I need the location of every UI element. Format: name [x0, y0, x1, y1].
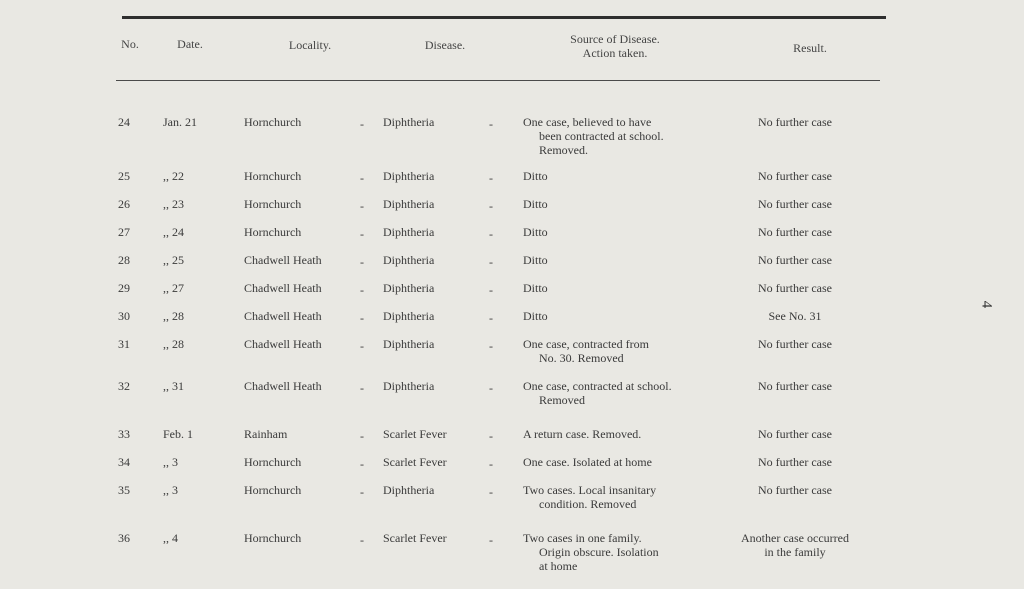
row-result-line: No further case: [758, 427, 832, 441]
row-source-line: Ditto: [523, 309, 548, 323]
row-source: [523, 115, 664, 157]
row-result: [715, 115, 875, 129]
dash-separator: -: [360, 429, 364, 443]
top-rule: [122, 16, 886, 19]
row-locality: Hornchurch: [244, 225, 302, 239]
row-source-line: Origin obscure. Isolation: [539, 545, 659, 559]
row-source-line: Ditto: [523, 197, 548, 211]
row-locality: Hornchurch: [244, 483, 302, 497]
row-result: [715, 483, 875, 497]
row-result: [715, 253, 875, 267]
row-source: [523, 225, 548, 239]
row-source: [523, 281, 548, 295]
row-result: [715, 531, 875, 559]
row-result: [715, 281, 875, 295]
row-result-line: No further case: [758, 379, 832, 393]
dash-separator: -: [489, 227, 493, 241]
row-no: 24: [118, 115, 130, 129]
row-result-line: No further case: [758, 115, 832, 129]
row-source: [523, 253, 548, 267]
row-locality: Chadwell Heath: [244, 309, 322, 323]
row-no: 29: [118, 281, 130, 295]
row-date: ,, 25: [163, 253, 184, 267]
row-date: Jan. 21: [163, 115, 197, 129]
row-date: ,, 27: [163, 281, 184, 295]
row-disease: Diphtheria: [383, 225, 435, 239]
row-source-line: Removed.: [539, 143, 588, 157]
row-no: 30: [118, 309, 130, 323]
row-disease: Diphtheria: [383, 337, 435, 351]
row-source-line: No. 30. Removed: [539, 351, 624, 365]
row-locality: Chadwell Heath: [244, 281, 322, 295]
header-source-line1: Source of Disease.: [570, 32, 660, 46]
row-source: [523, 379, 672, 407]
dash-separator: -: [360, 283, 364, 297]
row-source: [523, 197, 548, 211]
row-source: [523, 309, 548, 323]
dash-separator: -: [489, 533, 493, 547]
row-locality: Chadwell Heath: [244, 379, 322, 393]
row-source-line: One case, believed to have: [523, 115, 652, 129]
row-disease: Diphtheria: [383, 379, 435, 393]
row-source-line: A return case. Removed.: [523, 427, 642, 441]
header-disease: Disease.: [424, 38, 466, 52]
dash-separator: -: [489, 429, 493, 443]
dash-separator: -: [360, 117, 364, 131]
row-result: [715, 169, 875, 183]
row-source-line: One case, contracted from: [523, 337, 649, 351]
row-date: ,, 24: [163, 225, 184, 239]
dash-separator: -: [360, 533, 364, 547]
row-date: ,, 31: [163, 379, 184, 393]
row-disease: Scarlet Fever: [383, 427, 447, 441]
row-date: ,, 28: [163, 337, 184, 351]
dash-separator: -: [489, 171, 493, 185]
row-no: 35: [118, 483, 130, 497]
row-no: 33: [118, 427, 130, 441]
row-result: [715, 427, 875, 441]
dash-separator: -: [360, 171, 364, 185]
dash-separator: -: [360, 339, 364, 353]
row-no: 26: [118, 197, 130, 211]
row-source-line: One case, contracted at school.: [523, 379, 672, 393]
dash-separator: -: [360, 485, 364, 499]
row-locality: Chadwell Heath: [244, 253, 322, 267]
row-date: ,, 28: [163, 309, 184, 323]
row-disease: Diphtheria: [383, 483, 435, 497]
row-no: 28: [118, 253, 130, 267]
row-no: 32: [118, 379, 130, 393]
row-locality: Hornchurch: [244, 531, 302, 545]
dash-separator: -: [360, 227, 364, 241]
dash-separator: -: [360, 457, 364, 471]
row-disease: Diphtheria: [383, 115, 435, 129]
header-result: Result.: [793, 41, 827, 55]
row-source-line: at home: [539, 559, 578, 573]
row-no: 31: [118, 337, 130, 351]
dash-separator: -: [489, 255, 493, 269]
row-result-line: No further case: [758, 253, 832, 267]
row-disease: Diphtheria: [383, 253, 435, 267]
row-date: ,, 22: [163, 169, 184, 183]
header-date: Date.: [177, 37, 203, 51]
dash-separator: -: [489, 117, 493, 131]
row-result-line: Another case occurred: [741, 531, 849, 545]
row-date: ,, 3: [163, 483, 178, 497]
row-result-line: No further case: [758, 483, 832, 497]
row-result-line: No further case: [758, 455, 832, 469]
dash-separator: -: [489, 283, 493, 297]
row-locality: Rainham: [244, 427, 288, 441]
row-disease: Diphtheria: [383, 281, 435, 295]
row-disease: Scarlet Fever: [383, 455, 447, 469]
row-no: 27: [118, 225, 130, 239]
row-result-line: in the family: [764, 545, 826, 559]
row-disease: Diphtheria: [383, 197, 435, 211]
dash-separator: -: [360, 381, 364, 395]
row-result: [715, 197, 875, 211]
dash-separator: -: [489, 457, 493, 471]
row-source-line: condition. Removed: [539, 497, 637, 511]
header-locality: Locality.: [288, 38, 332, 52]
row-locality: Chadwell Heath: [244, 337, 322, 351]
row-source: [523, 427, 641, 441]
row-source-line: Removed: [539, 393, 585, 407]
row-no: 34: [118, 455, 130, 469]
row-date: Feb. 1: [163, 427, 193, 441]
row-result-line: No further case: [758, 197, 832, 211]
row-source: [523, 483, 656, 511]
row-source: [523, 531, 659, 573]
row-source-line: Ditto: [523, 281, 548, 295]
dash-separator: -: [489, 311, 493, 325]
row-date: ,, 4: [163, 531, 178, 545]
row-disease: Scarlet Fever: [383, 531, 447, 545]
row-source-line: Ditto: [523, 169, 548, 183]
dash-separator: -: [360, 255, 364, 269]
row-result: [715, 379, 875, 393]
row-source-line: One case. Isolated at home: [523, 455, 652, 469]
row-locality: Hornchurch: [244, 197, 302, 211]
row-source-line: Two cases. Local insanitary: [523, 483, 657, 497]
dash-separator: -: [489, 485, 493, 499]
header-source: [545, 32, 685, 60]
row-result: [715, 337, 875, 351]
row-disease: Diphtheria: [383, 169, 435, 183]
row-no: 25: [118, 169, 130, 183]
row-result-line: No further case: [758, 337, 832, 351]
row-result-line: No further case: [758, 169, 832, 183]
row-source: [523, 169, 548, 183]
row-source-line: Ditto: [523, 225, 548, 239]
page-number: 4: [978, 300, 995, 309]
header-no: No.: [121, 37, 139, 51]
row-source-line: Ditto: [523, 253, 548, 267]
row-date: ,, 3: [163, 455, 178, 469]
row-source-line: Two cases in one family.: [523, 531, 642, 545]
dash-separator: -: [360, 311, 364, 325]
row-locality: Hornchurch: [244, 115, 302, 129]
row-disease: Diphtheria: [383, 309, 435, 323]
row-no: 36: [118, 531, 130, 545]
header-rule: [116, 80, 880, 81]
dash-separator: -: [360, 199, 364, 213]
row-locality: Hornchurch: [244, 455, 302, 469]
row-locality: Hornchurch: [244, 169, 302, 183]
row-source-line: been contracted at school.: [539, 129, 664, 143]
row-result-line: No further case: [758, 225, 832, 239]
row-result: [715, 225, 875, 239]
header-source-line2: Action taken.: [582, 46, 648, 60]
row-result: [715, 455, 875, 469]
row-source: [523, 455, 652, 469]
dash-separator: -: [489, 339, 493, 353]
dash-separator: -: [489, 199, 493, 213]
row-source: [523, 337, 649, 365]
dash-separator: -: [489, 381, 493, 395]
row-date: ,, 23: [163, 197, 184, 211]
row-result: [715, 309, 875, 323]
row-result-line: See No. 31: [768, 309, 822, 323]
row-result-line: No further case: [758, 281, 832, 295]
